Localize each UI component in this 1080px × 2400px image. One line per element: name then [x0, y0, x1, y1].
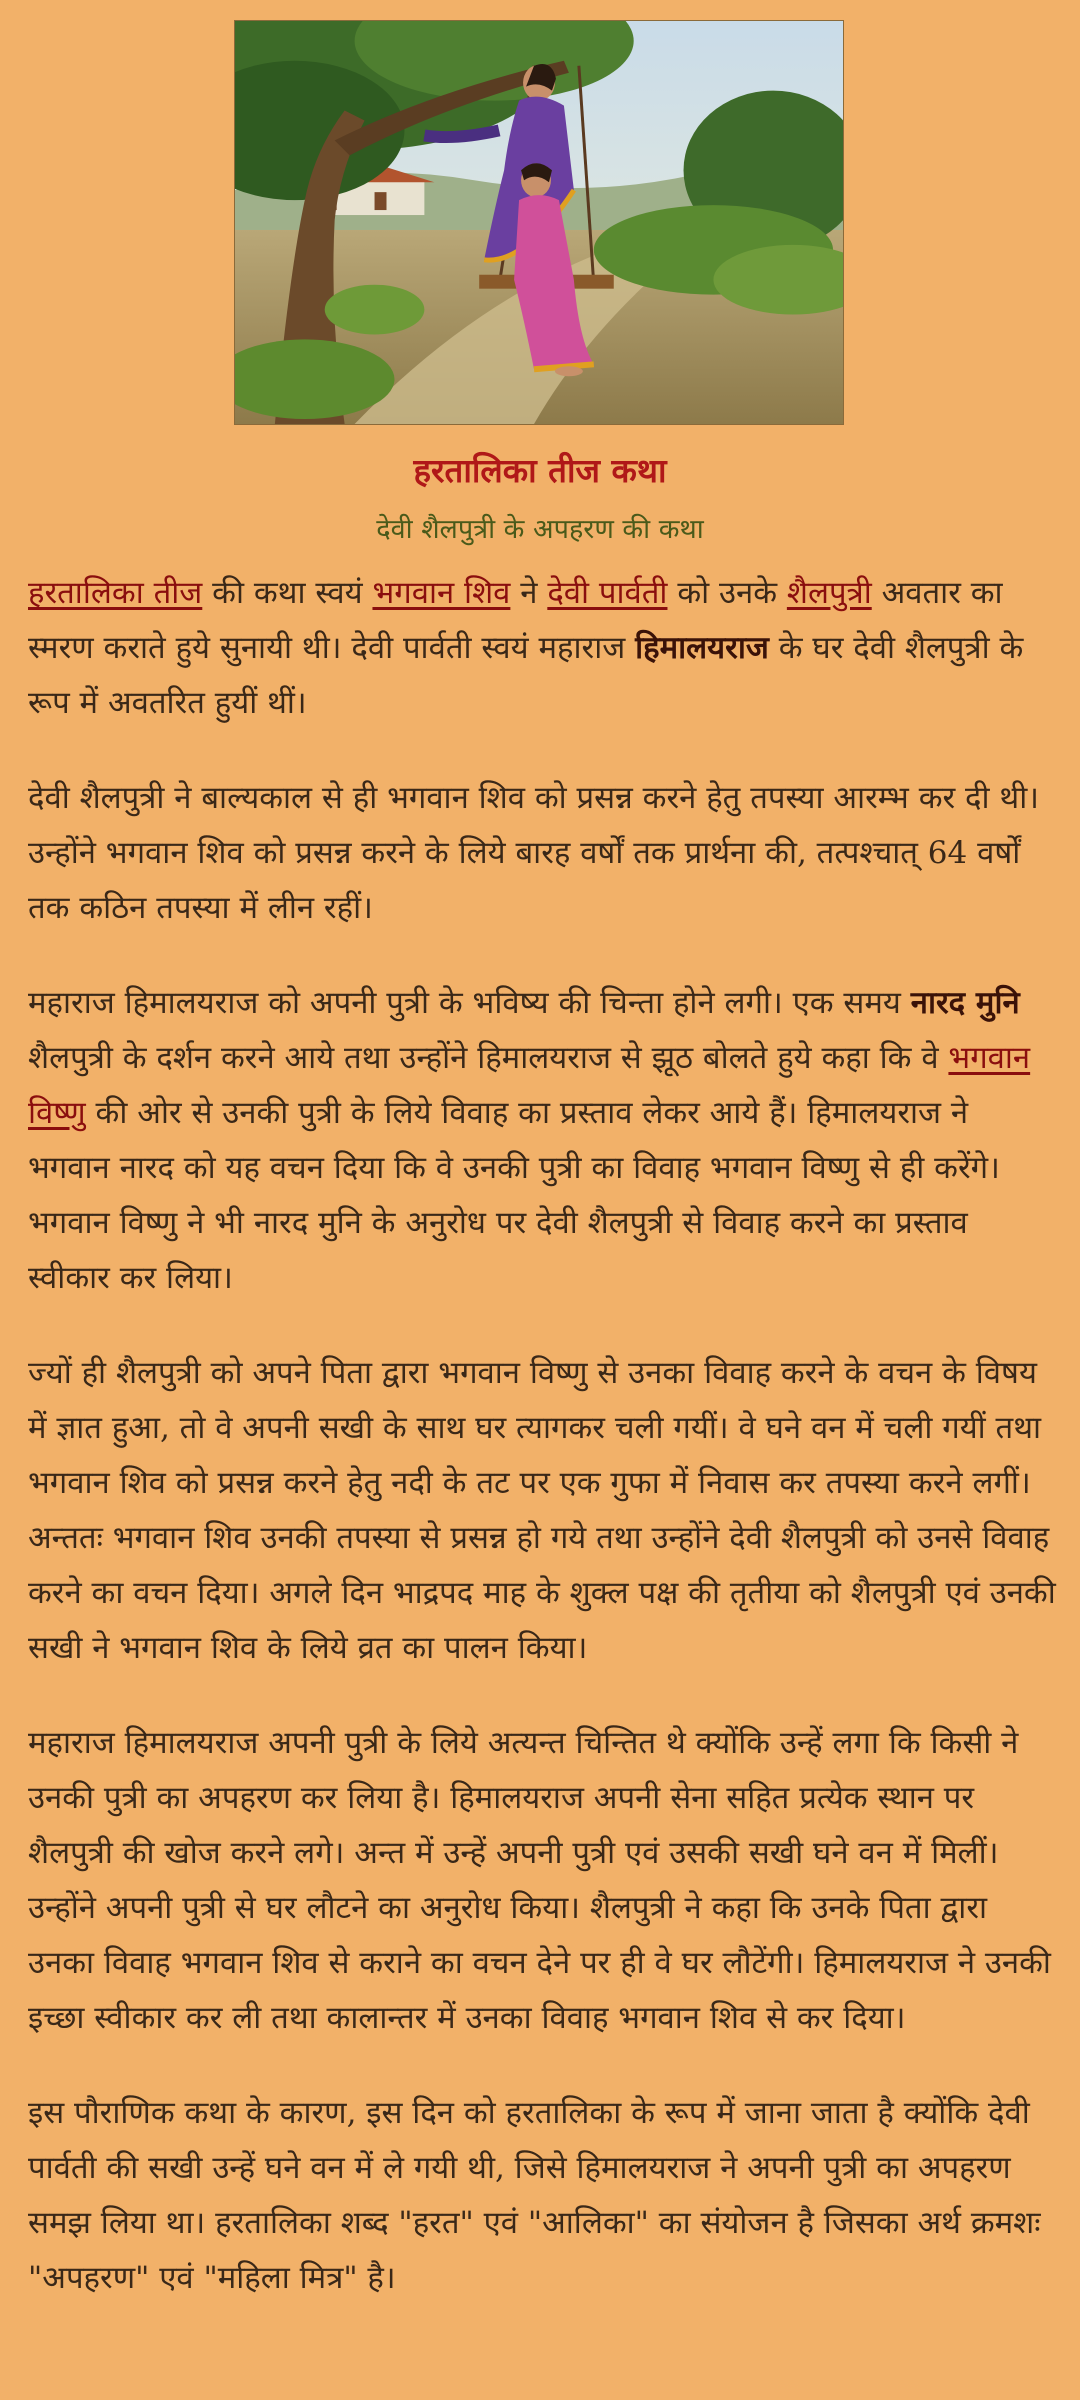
paragraph-4: ज्यों ही शैलपुत्री को अपने पिता द्वारा भगवान विष्णु से उनका विवाह करने के वचन के विषय में ज्ञात हुआ, तो वे अपनी सखी के साथ घर त्यागकर चली गयीं। वे घने वन में चली गयीं तथा भगवान शिव को प्रसन्न करने हेतु नदी के तट पर एक गुफा में निवास कर तपस्या करने लगीं। अन्ततः भगवान शिव उनकी तपस्या से प्रसन्न हो गये तथा उन्होंने देवी शैलपुत्री को उनसे विवाह करने का वचन दिया। अगले दिन भाद्रपद माह के शुक्ल पक्ष की तृतीया को शैलपुत्री एवं उनकी सखी ने भगवान शिव के लिये व्रत का पालन किया।: [28, 1355, 1056, 1666]
paragraph-5: महाराज हिमालयराज अपनी पुत्री के लिये अत्यन्त चिन्तित थे क्योंकि उन्हें लगा कि किसी ने उनकी पुत्री का अपहरण कर लिया है। हिमालयराज अपनी सेना सहित प्रत्येक स्थान पर शैलपुत्री की खोज करने लगे। अन्त में उन्हें अपनी पुत्री एवं उसकी सखी घने वन में मिलीं। उन्होंने अपनी पुत्री से घर लौटने का अनुरोध किया। शैलपुत्री ने कहा कि उनके पिता द्वारा उनका विवाह भगवान शिव से कराने का वचन देने पर ही वे घर लौटेंगी। हिमालयराज ने उनकी इच्छा स्वीकार कर ली तथा कालान्तर में उनका विवाह भगवान शिव से कर दिया।: [28, 1725, 1051, 2036]
link-bhagwan-vishnu[interactable]: भगवान विष्णु: [28, 1040, 1031, 1131]
page-title: हरतालिका तीज कथा: [413, 451, 667, 490]
hero-image: [234, 20, 844, 425]
bold-himalayaraj: हिमालयराज: [635, 630, 769, 666]
text-span: को उनके: [667, 575, 787, 611]
link-hartalika-teej[interactable]: हरतालिका तीज: [28, 575, 203, 611]
text-span: ने: [510, 575, 548, 611]
text-span: शैलपुत्री के दर्शन करने आये तथा उन्होंने हिमालयराज से झूठ बोलते हुये कहा कि वे: [28, 1040, 949, 1076]
paragraph-1: [28, 566, 1056, 731]
paragraph-6: इस पौराणिक कथा के कारण, इस दिन को हरतालिका के रूप में जाना जाता है क्योंकि देवी पार्वती की सखी उन्हें घने वन में ले गयी थी, जिसे हिमालयराज ने अपनी पुत्री का अपहरण समझ लिया था। हरतालिका शब्द "हरत" एवं "आलिका" का संयोजन है जिसका अर्थ क्रमशः "अपहरण" एवं "महिला मित्र" है।: [28, 2095, 1041, 2296]
text-span: के घर देवी शैलपुत्री के रूप में अवतरित हुयीं थीं।: [28, 630, 1024, 721]
page-subtitle: देवी शैलपुत्री के अपहरण की कथा: [376, 514, 704, 545]
link-bhagwan-shiva[interactable]: भगवान शिव: [372, 575, 511, 611]
text-span: महाराज हिमालयराज को अपनी पुत्री के भविष्य की चिन्ता होने लगी। एक समय: [28, 985, 911, 1021]
text-span: की कथा स्वयं: [202, 575, 373, 611]
link-shailputri[interactable]: शैलपुत्री: [786, 575, 872, 611]
bold-narad-muni: नारद मुनि: [910, 985, 1020, 1021]
article-body: [28, 566, 1056, 2346]
text-span: की ओर से उनकी पुत्री के लिये विवाह का प्रस्ताव लेकर आये हैं। हिमालयराज ने भगवान नारद को यह वचन दिया कि वे उनकी पुत्री का विवाह भगवान विष्णु से ही करेंगे। भगवान विष्णु ने भी नारद मुनि के अनुरोध पर देवी शैलपुत्री से विवाह करने का प्रस्ताव स्वीकार कर लिया।: [28, 1095, 1000, 1296]
paragraph-3: [28, 976, 1056, 1306]
swing-painting-icon: [235, 21, 843, 424]
link-devi-parvati[interactable]: देवी पार्वती: [547, 575, 668, 611]
text-span: अवतार का स्मरण कराते हुये सुनायी थी। देवी पार्वती स्वयं महाराज: [28, 575, 1003, 666]
paragraph-2: देवी शैलपुत्री ने बाल्यकाल से ही भगवान शिव को प्रसन्न करने हेतु तपस्या आरम्भ कर दी थी। उन्होंने भगवान शिव को प्रसन्न करने के लिये बारह वर्षों तक प्रार्थना की, तत्पश्चात् 64 वर्षों तक कठिन तपस्या में लीन रहीं।: [28, 780, 1039, 926]
